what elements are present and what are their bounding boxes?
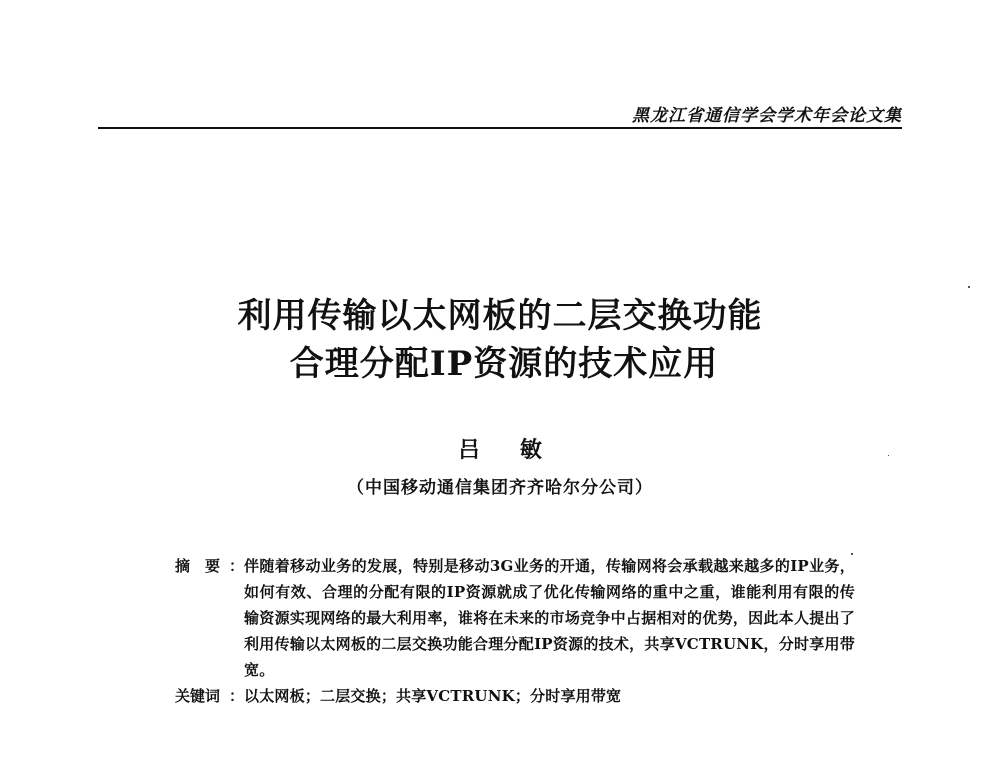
scan-speck [888, 455, 889, 456]
keywords-text: 以太网板；二层交换；共享VCTRUNK；分时享用带宽 [244, 687, 622, 705]
running-header: 黑龙江省通信学会学术年会论文集 [632, 106, 902, 126]
keywords [175, 683, 855, 709]
author: 吕 敏 [458, 438, 558, 463]
paper-title [0, 292, 1000, 388]
scan-speck [851, 553, 853, 555]
title-line-1: 利用传输以太网板的二层交换功能 [237, 296, 763, 336]
header-rule [98, 127, 902, 129]
abstract-label: 摘 要 [175, 557, 221, 575]
keywords-colon: ： [229, 687, 245, 705]
abstract-block [175, 553, 855, 709]
title-line-2: 合理分配IP资源的技术应用 [289, 344, 719, 384]
abstract [175, 553, 855, 683]
affiliation: （中国移动通信集团齐齐哈尔分公司） [347, 478, 653, 498]
scan-speck [968, 286, 970, 288]
keywords-label: 关键词 [175, 687, 221, 705]
abstract-colon: ： [229, 557, 245, 575]
abstract-text: 伴随着移动业务的发展，特别是移动3G业务的开通，传输网将会承载越来越多的IP业务，如何有效、合理的分配有限的IP资源就成了优化传输网络的重中之重，谁能利用有限的传输资源实现网络的最大利用率，谁将在未来的市场竞争中占据相对的优势，因此本人提出了利用传输以太网板的二层交换功能合理分配IP资源的技术，共享VCTRUNK，分时享用带宽。 [244, 557, 855, 679]
